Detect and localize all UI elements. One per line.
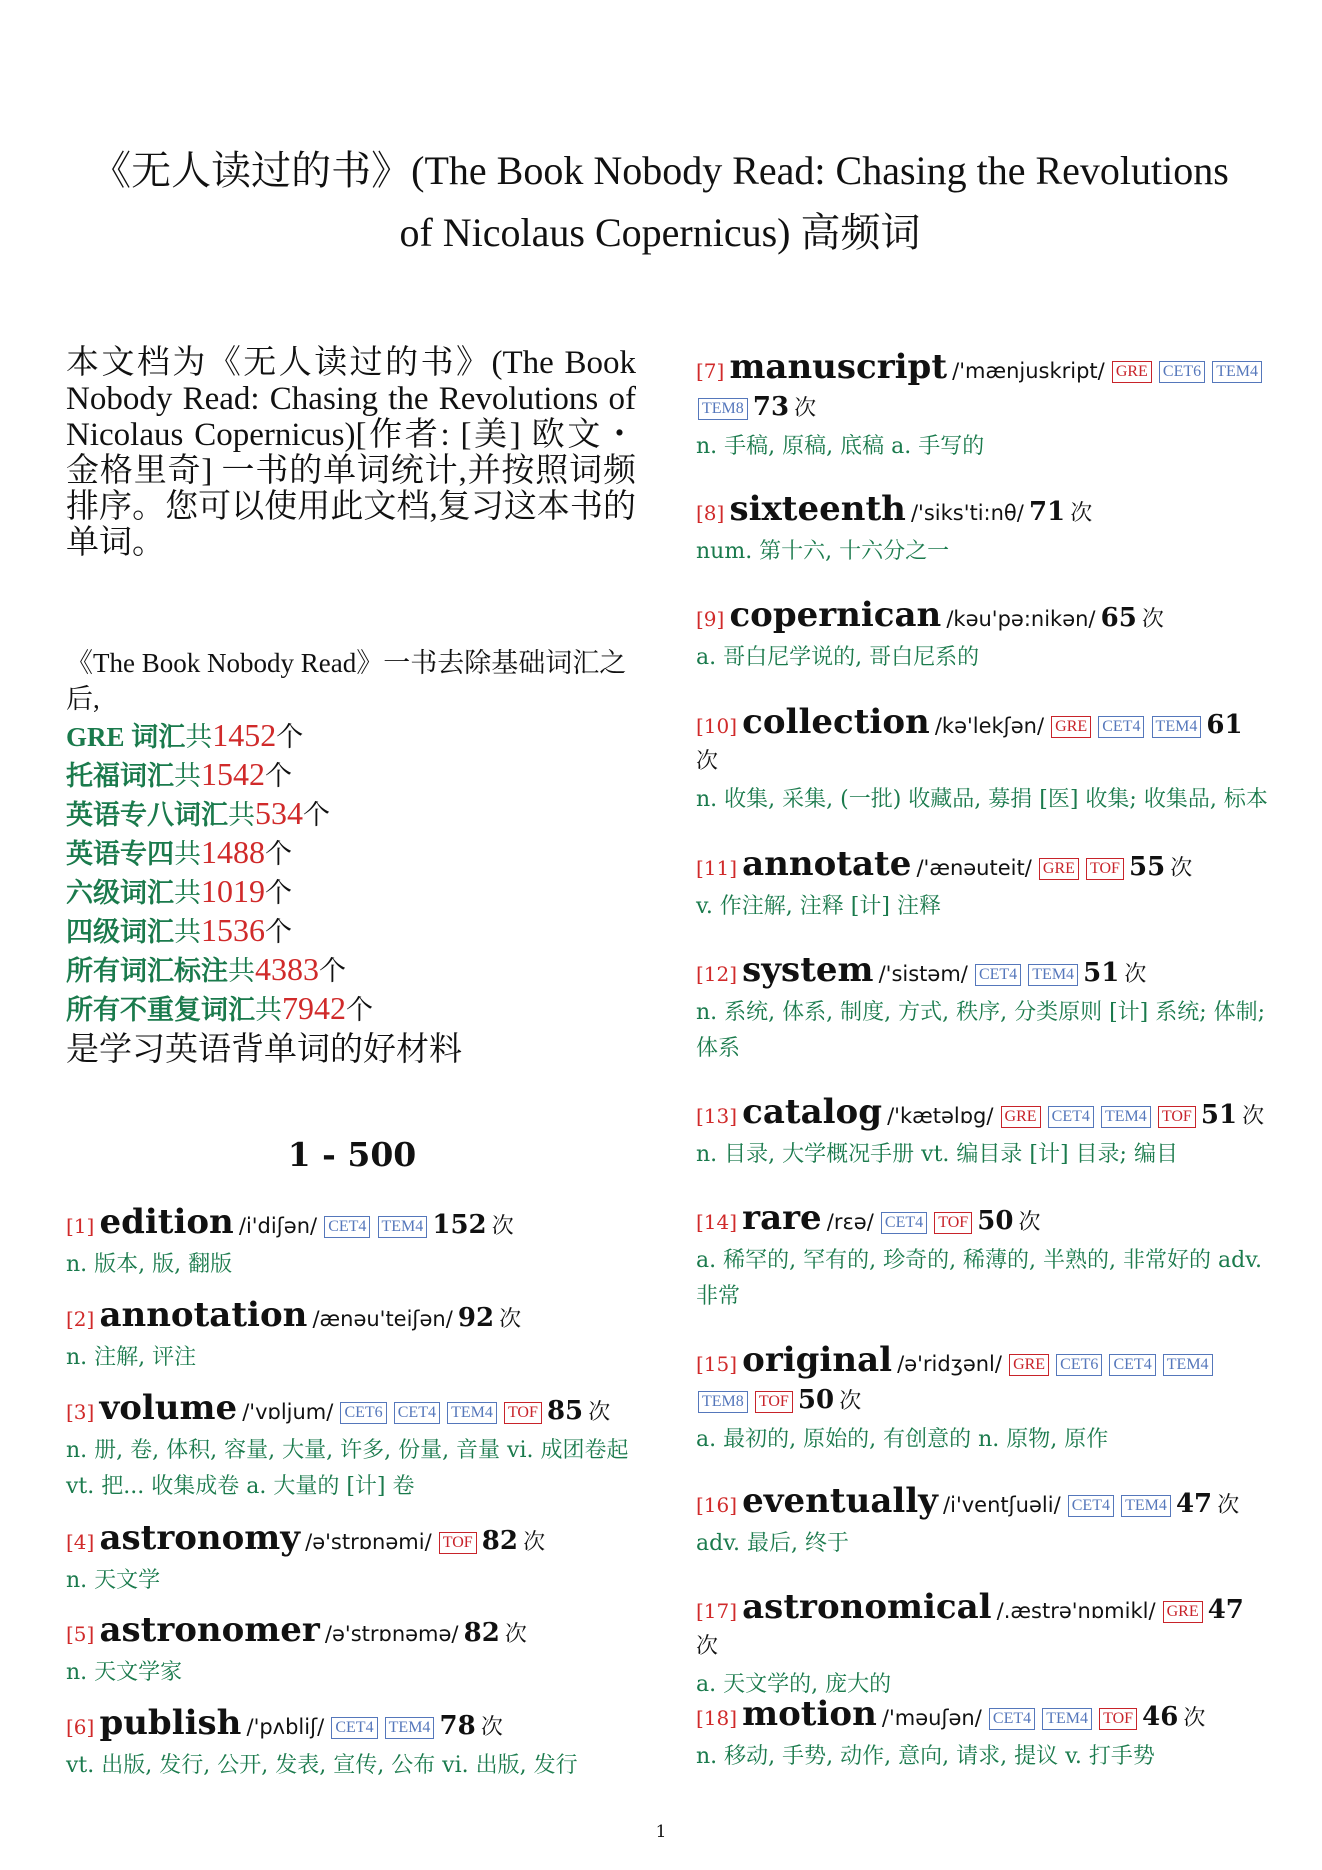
level-tag: GRE [1001,1106,1041,1128]
word-entry [696,950,1268,1067]
stats-row [66,717,638,756]
level-tag: CET6 [340,1402,386,1424]
entry-headline [696,844,1268,887]
level-tag: TEM8 [698,1391,748,1413]
title-line-1: 《无人读过的书》(The Book Nobody Read: Chasing the Revolutions [91,148,1229,193]
word-entry [66,1202,638,1283]
stats-mid: 共 [255,995,282,1025]
entry-definition: n. 手稿, 原稿, 底稿 a. 手写的 [696,434,985,459]
count-suffix: 次 [504,1622,527,1647]
entry-index: [11] [696,856,738,880]
entry-phonetic: /'məuʃən/ [881,1706,982,1730]
entry-phonetic: /'kætəlɒg/ [887,1104,994,1128]
level-tag: TOF [1099,1708,1137,1730]
count-suffix: 次 [1070,501,1093,526]
stats-unit: 个 [346,995,373,1025]
entry-headline [66,1388,638,1431]
stats-mid: 共 [174,917,201,947]
stats-row [66,795,638,834]
level-tag: TEM4 [1152,716,1202,738]
stats-label: 英语专八词汇 [66,800,228,830]
entry-index: [18] [696,1706,738,1730]
stats-count: 1019 [201,873,265,909]
entry-headline [696,489,1268,532]
entry-count: 47 [1175,1489,1213,1519]
entry-index: [15] [696,1352,738,1376]
level-tag: GRE [1163,1601,1203,1623]
entry-headline [696,950,1268,993]
stats-count: 1452 [212,717,277,753]
entry-index: [17] [696,1599,738,1623]
stats-mid: 共 [228,956,255,986]
entry-index: [5] [66,1622,95,1646]
entry-word: annotate [742,844,912,884]
page-number: 1 [655,1822,667,1842]
entry-count: 78 [439,1711,476,1741]
entry-definition: n. 目录, 大学概况手册 vt. 编目录 [计] 目录; 编目 [696,1142,1178,1167]
entry-headline [66,1703,638,1746]
entry-count: 65 [1100,603,1137,633]
stats-lead: 《The Book Nobody Read》一书去除基础词汇之后, [66,648,627,714]
entry-count: 71 [1028,497,1066,527]
entry-word: sixteenth [729,489,906,529]
entry-word: manuscript [729,347,948,387]
word-entry [696,489,1268,570]
count-suffix: 次 [480,1715,503,1740]
entry-headline [696,1481,1268,1524]
entry-phonetic: /rεə/ [826,1210,874,1234]
count-suffix: 次 [523,1530,546,1555]
stats-count: 1536 [201,912,265,948]
entry-definition: n. 册, 卷, 体积, 容量, 大量, 许多, 份量, 音量 vi. 成团卷起 vt. 把... 收集成卷 a. 大量的 [计] 卷 [66,1438,629,1499]
entry-definition: v. 作注解, 注释 [计] 注释 [696,894,941,919]
level-tag: TOF [934,1212,972,1234]
level-tag: TEM4 [1101,1106,1151,1128]
entry-index: [3] [66,1400,95,1424]
level-tag: CET6 [1159,361,1205,383]
count-suffix: 次 [1170,856,1193,881]
count-suffix: 次 [794,396,817,421]
entry-phonetic: /'siks'ti:nθ/ [910,501,1024,525]
entry-word: edition [99,1202,234,1242]
range-heading: 1 - 500 [287,1135,417,1174]
count-suffix: 次 [1217,1493,1240,1518]
entry-word: astronomer [99,1610,320,1650]
entry-phonetic: /i'ventʃuəli/ [943,1493,1061,1517]
word-entry [696,1092,1268,1173]
entry-definition: n. 系统, 体系, 制度, 方式, 秩序, 分类原则 [计] 系统; 体制; 体系 [696,1000,1266,1061]
level-tag: GRE [1051,716,1091,738]
level-tag: CET4 [989,1708,1035,1730]
word-entry [696,595,1268,676]
entry-headline [696,1092,1268,1135]
entry-index: [12] [696,962,738,986]
stats-row [66,873,638,912]
stats-mid: 共 [228,800,255,830]
entry-definition: a. 最初的, 原始的, 有创意的 n. 原物, 原作 [696,1427,1109,1452]
level-tag: CET4 [881,1212,927,1234]
entry-headline [696,595,1268,638]
level-tag: TEM8 [698,398,748,420]
stats-unit: 个 [265,839,292,869]
stats-unit: 个 [265,878,292,908]
stats-row [66,912,638,951]
entry-headline [66,1202,638,1245]
word-entry [66,1518,638,1599]
word-entry [696,1340,1268,1458]
level-tag: GRE [1009,1354,1049,1376]
entry-headline [66,1295,638,1338]
entry-headline [696,1198,1268,1241]
level-tag: CET4 [324,1216,370,1238]
word-entry [696,1198,1268,1315]
stats-label: 所有不重复词汇 [66,995,255,1025]
entry-definition: num. 第十六, 十六分之一 [696,539,950,564]
stats-count: 1488 [201,834,265,870]
entry-index: [8] [696,501,725,525]
count-suffix: 次 [499,1307,522,1332]
entry-word: original [742,1340,893,1380]
entry-count: 82 [481,1526,518,1556]
stats-mid: 共 [174,761,201,791]
entry-index: [13] [696,1104,738,1128]
stats-label: 托福词汇 [66,761,174,791]
stats-row [66,951,638,990]
entry-index: [2] [66,1307,95,1331]
level-tag: CET4 [1098,716,1144,738]
count-suffix: 次 [696,1634,719,1659]
level-tag: TEM4 [1163,1354,1213,1376]
word-entry [696,1481,1268,1562]
count-suffix: 次 [1141,607,1164,632]
count-suffix: 次 [588,1400,611,1425]
level-tag: TOF [755,1391,793,1413]
stats-mid: 共 [174,839,201,869]
entry-word: eventually [742,1481,938,1521]
entry-word: astronomical [742,1587,992,1627]
entry-phonetic: /'ænəuteit/ [916,856,1032,880]
entry-headline [696,1340,1268,1420]
entry-word: motion [742,1694,877,1734]
stats-count: 4383 [255,951,319,987]
entry-word: publish [99,1703,242,1743]
entry-headline [66,1518,638,1561]
stats-row [66,756,638,795]
stats-unit: 个 [265,761,292,791]
entry-definition: adv. 最后, 终于 [696,1531,849,1556]
stats-label: 六级词汇 [66,878,174,908]
level-tag: TOF [504,1402,542,1424]
entry-count: 61 [1206,710,1243,740]
level-tag: CET4 [1068,1495,1114,1517]
stats-unit: 个 [303,800,330,830]
count-suffix: 次 [696,749,719,774]
title-line-2: of Nicolaus Copernicus) 高频词 [399,210,921,255]
entry-phonetic: /'vɒljum/ [242,1400,334,1424]
entry-count: 46 [1142,1702,1179,1732]
entry-definition: n. 版本, 版, 翻版 [66,1252,233,1277]
entry-count: 82 [463,1618,500,1648]
word-entry [66,1388,638,1505]
level-tag: CET4 [1109,1354,1155,1376]
word-entry [66,1703,638,1784]
level-tag: TEM4 [1028,964,1078,986]
stats-row [66,834,638,873]
entry-count: 50 [977,1206,1014,1236]
vocabulary-stats [66,645,638,1069]
entry-definition: n. 天文学家 [66,1660,183,1685]
entry-count: 55 [1129,852,1166,882]
entry-count: 92 [457,1303,495,1333]
stats-count: 7942 [282,990,346,1026]
entry-word: volume [99,1388,238,1428]
entry-count: 51 [1200,1100,1238,1130]
stats-label: GRE 词汇 [66,722,186,752]
entry-count: 73 [752,392,790,422]
entry-word: collection [742,702,930,742]
entry-index: [7] [696,359,725,383]
entry-phonetic: /ə'strɒnəmə/ [324,1622,459,1646]
entry-count: 50 [797,1385,835,1415]
entry-index: [4] [66,1530,95,1554]
entry-definition: vt. 出版, 发行, 公开, 发表, 宣传, 公布 vi. 出版, 发行 [66,1753,578,1778]
level-tag: TEM4 [1042,1708,1092,1730]
stats-unit: 个 [319,956,346,986]
level-tag: CET4 [975,964,1021,986]
entry-count: 152 [432,1210,487,1240]
entry-definition: n. 天文学 [66,1568,161,1593]
word-entry [66,1610,638,1691]
entry-word: annotation [99,1295,308,1335]
entry-count: 51 [1083,958,1120,988]
stats-row [66,990,638,1029]
stats-label: 所有词汇标注 [66,956,228,986]
entry-index: [1] [66,1214,95,1238]
count-suffix: 次 [1242,1104,1265,1129]
entry-index: [6] [66,1715,95,1739]
entry-count: 85 [546,1396,584,1426]
entry-headline [696,347,1268,427]
level-tag: TEM4 [447,1402,497,1424]
entry-headline [696,1587,1268,1665]
count-suffix: 次 [1018,1210,1041,1235]
entry-word: copernican [729,595,942,635]
entry-phonetic: /ə'strɒnəmi/ [305,1530,432,1554]
count-suffix: 次 [491,1214,514,1239]
level-tag: TEM4 [1212,361,1262,383]
entry-headline [696,702,1268,780]
stats-count: 534 [255,795,303,831]
stats-mid: 共 [185,722,213,752]
entry-phonetic: /'mænjuskript/ [952,359,1105,383]
entry-definition: n. 收集, 采集, (一批) 收藏品, 募捐 [医] 收集; 收集品, 标本 [696,787,1268,812]
entry-word: catalog [742,1092,882,1132]
count-suffix: 次 [839,1389,862,1414]
entry-definition: n. 移动, 手势, 动作, 意向, 请求, 提议 v. 打手势 [696,1744,1155,1769]
entry-index: [14] [696,1210,738,1234]
level-tag: TEM4 [385,1717,435,1739]
entry-word: rare [742,1198,822,1238]
entry-phonetic: /'pʌbliʃ/ [246,1715,325,1739]
level-tag: TOF [1158,1106,1196,1128]
intro-paragraph: 本文档为《无人读过的书》(The Book Nobody Read: Chasing the Revolutions of Nicolaus Copernicus)[作者: [美] 欧文・金格里奇] 一书的单词统计,并按照词频排序。您可以使用此文档,复习这本书的单词。 [66,345,636,561]
entry-definition: n. 注解, 评注 [66,1345,197,1370]
word-entry [696,844,1268,925]
entry-phonetic: /ə'ridʒənl/ [897,1352,1002,1376]
entry-index: [16] [696,1493,738,1517]
level-tag: TEM4 [1121,1495,1171,1517]
stats-count: 1542 [201,756,265,792]
level-tag: CET4 [1048,1106,1094,1128]
count-suffix: 次 [1183,1706,1206,1731]
entry-index: [10] [696,714,738,738]
page-title [60,140,1260,264]
level-tag: TOF [1086,858,1124,880]
level-tag: GRE [1039,858,1079,880]
word-entry [696,347,1268,465]
entry-definition: a. 天文学的, 庞大的 [696,1672,892,1697]
stats-label: 英语专四 [66,839,174,869]
stats-unit: 个 [265,917,292,947]
entry-phonetic: /kəu'pə:nikən/ [946,607,1096,631]
word-entry [66,1295,638,1376]
count-suffix: 次 [1124,962,1147,987]
entry-word: astronomy [99,1518,301,1558]
word-entry [696,1694,1268,1775]
entry-phonetic: /i'diʃən/ [238,1214,318,1238]
stats-label: 四级词汇 [66,917,174,947]
entry-phonetic: /.æstrə'nɒmikl/ [996,1599,1156,1623]
stats-unit: 个 [276,722,304,752]
entry-index: [9] [696,607,725,631]
entry-word: system [742,950,874,990]
level-tag: CET4 [331,1717,377,1739]
level-tag: TEM4 [378,1216,428,1238]
stats-tail: 是学习英语背单词的好材料 [66,1032,462,1068]
entry-phonetic: /ænəu'teiʃən/ [312,1307,453,1331]
entry-phonetic: /'sistəm/ [878,962,968,986]
word-entry [696,1587,1268,1703]
level-tag: TOF [439,1532,477,1554]
entry-definition: a. 哥白尼学说的, 哥白尼系的 [696,645,980,670]
entry-headline [696,1694,1268,1737]
level-tag: GRE [1112,361,1152,383]
entry-headline [66,1610,638,1653]
level-tag: CET6 [1056,1354,1102,1376]
entry-definition: a. 稀罕的, 罕有的, 珍奇的, 稀薄的, 半熟的, 非常好的 adv. 非常 [696,1248,1263,1309]
stats-mid: 共 [174,878,201,908]
level-tag: CET4 [394,1402,440,1424]
entry-phonetic: /kə'lekʃən/ [934,714,1045,738]
word-entry [696,702,1268,818]
entry-count: 47 [1207,1595,1244,1625]
